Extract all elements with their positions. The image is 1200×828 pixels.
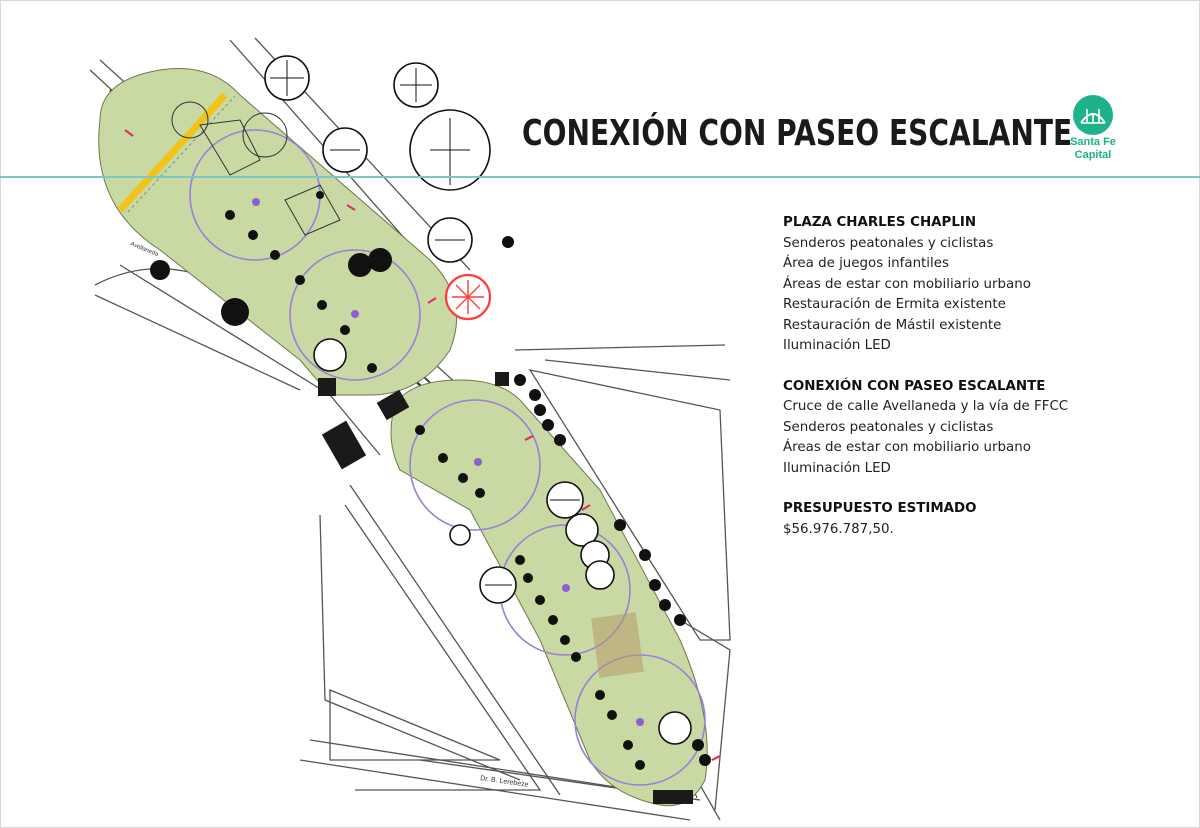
street-label-lerebeze: Dr. B. Lerebeze bbox=[479, 775, 529, 789]
logo-line-2: Capital bbox=[1074, 149, 1112, 161]
highlighted-tree bbox=[446, 275, 490, 319]
section-title-conexion: CONEXIÓN CON PASEO ESCALANTE bbox=[783, 378, 1046, 394]
playground-area bbox=[591, 612, 644, 678]
list-item: Área de juegos infantiles bbox=[783, 256, 949, 271]
header-rule bbox=[0, 176, 1200, 178]
list-item: Cruce de calle Avellaneda y la vía de FFCC bbox=[783, 399, 1069, 414]
list-item: Restauración de Ermita existente bbox=[783, 297, 1006, 312]
list-item: Senderos peatonales y ciclistas bbox=[783, 235, 994, 251]
santa-fe-capital-logo bbox=[1058, 95, 1128, 161]
bridge-icon bbox=[1073, 95, 1113, 135]
list-item: Restauración de Mástil existente bbox=[783, 317, 1002, 333]
street-label-avellaneda: Avellaneda bbox=[129, 241, 159, 258]
budget-value: $56.976.787,50. bbox=[783, 521, 894, 537]
list-item: Senderos peatonales y ciclistas bbox=[783, 419, 994, 435]
list-item: Iluminación LED bbox=[783, 338, 891, 353]
park-areas bbox=[99, 68, 707, 805]
section-title-presupuesto: PRESUPUESTO ESTIMADO bbox=[783, 501, 977, 516]
list-item: Iluminación LED bbox=[783, 460, 891, 476]
page-title: CONEXIÓN CON PASEO ESCALANTE bbox=[522, 113, 1073, 154]
section-title-plaza: PLAZA CHARLES CHAPLIN bbox=[783, 215, 977, 230]
list-item: Áreas de estar con mobiliario urbano bbox=[783, 440, 1031, 455]
logo-line-1: Santa Fe bbox=[1070, 136, 1116, 148]
list-item: Áreas de estar con mobiliario urbano bbox=[783, 276, 1031, 292]
project-details bbox=[783, 213, 1163, 540]
